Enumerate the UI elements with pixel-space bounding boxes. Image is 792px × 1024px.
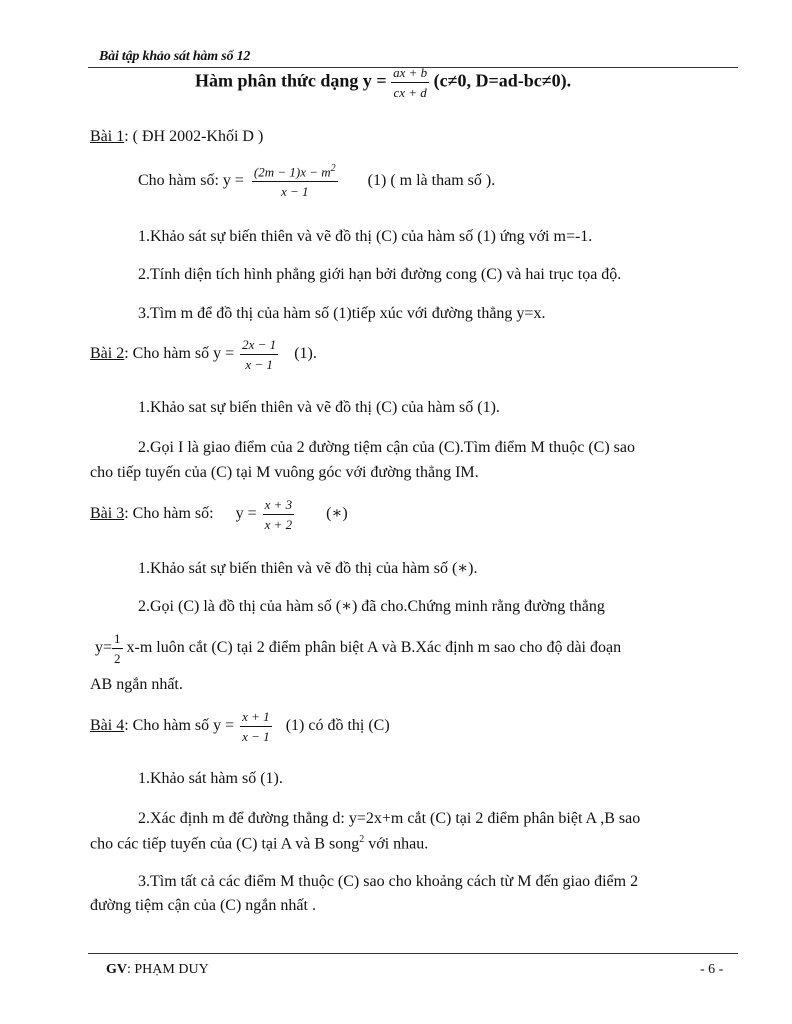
ex1-label: Bài 1	[90, 128, 125, 145]
ex3-q2-frac-den: 2	[114, 651, 121, 666]
ex4-question-2b	[90, 834, 428, 853]
ex1-func-suffix: (1) ( m là tham số ).	[367, 171, 496, 189]
ex2-suffix: (1).	[294, 345, 317, 363]
ex4-label: Bài 4	[90, 717, 125, 735]
ex1-fraction	[252, 164, 338, 198]
ex3-question-2c: AB ngắn nhất.	[90, 676, 183, 693]
ex4-question-3b: đường tiệm cận của (C) ngắn nhất .	[90, 897, 316, 914]
title-frac-num: ax + b	[391, 66, 429, 83]
ex4-suffix: (1) có đồ thị (C)	[285, 717, 390, 735]
ex4-frac-den: x − 1	[242, 729, 270, 744]
ex1-question-1: 1.Khảo sát sự biến thiên và vẽ đồ thị (C) của hàm số (1) ứng với m=-1.	[138, 228, 593, 245]
ex2-prefix: : Cho hàm số y =	[124, 345, 235, 363]
ex4-frac-num: x + 1	[240, 710, 272, 727]
ex1-func-prefix: Cho hàm số: y =	[138, 171, 244, 189]
ex1-frac-den: x − 1	[281, 184, 309, 200]
ex1-function	[138, 164, 495, 198]
ex3-label: Bài 3	[90, 505, 125, 523]
footer-gv-label: GV	[106, 962, 127, 977]
ex1-heading	[90, 128, 263, 146]
page-title	[195, 66, 571, 99]
ex2-question-2b: cho tiếp tuyến của (C) tại M vuông góc với đường thẳng IM.	[90, 464, 479, 481]
ex1-question-2: 2.Tính diện tích hình phẳng giới hạn bởi đường cong (C) và hai trục tọa độ.	[138, 266, 622, 283]
ex3-q2-fraction	[112, 632, 123, 665]
page-header-title: Bài tập khảo sát hàm số 12	[99, 49, 251, 64]
ex3-heading	[90, 498, 348, 531]
ex3-frac-den: x + 2	[264, 517, 293, 532]
ex4-question-1: 1.Khảo sát hàm số (1).	[138, 770, 283, 787]
ex4-heading	[90, 710, 390, 743]
ex4-question-3a: 3.Tìm tất cả các điểm M thuộc (C) sao cho khoảng cách từ M đến giao điểm 2	[138, 873, 639, 890]
ex4-q2-text: cho các tiếp tuyến của (C) tại A và B song	[90, 835, 360, 853]
ex4-question-2a: 2.Xác định m để đường thẳng d: y=2x+m cắt (C) tại 2 điểm phân biệt A ,B sao	[138, 810, 641, 827]
ex2-frac-den: x − 1	[245, 357, 273, 372]
ex3-y-eq: y =	[235, 505, 257, 523]
ex4-q2-sup: 2	[359, 834, 365, 845]
footer-page-number: - 6 -	[700, 962, 724, 977]
ex2-question-1: 1.Khảo sat sự biến thiên và vẽ đồ thị (C) của hàm số (1).	[138, 399, 500, 416]
ex3-prefix: : Cho hàm số:	[124, 505, 214, 523]
ex3-question-2a: 2.Gọi (C) là đồ thị của hàm số (∗) đã cho.Chứng minh rằng đường thẳng	[138, 598, 605, 615]
ex3-suffix: (∗)	[326, 505, 348, 523]
ex1-question-3: 3.Tìm m để đồ thị của hàm số (1)tiếp xúc với đường thẳng y=x.	[138, 305, 546, 322]
ex2-frac-num: 2x − 1	[240, 338, 278, 355]
title-fraction	[391, 66, 429, 99]
ex2-label: Bài 2	[90, 345, 125, 363]
ex4-prefix: : Cho hàm số y =	[124, 717, 235, 735]
ex3-question-1: 1.Khảo sát sự biến thiên và vẽ đồ thị của hàm số (∗).	[138, 560, 478, 577]
ex2-question-2a: 2.Gọi I là giao điểm của 2 đường tiệm cận của (C).Tìm điểm M thuộc (C) sao	[138, 439, 636, 456]
title-prefix: Hàm phân thức dạng y =	[195, 70, 387, 91]
title-frac-den: cx + d	[393, 85, 427, 100]
ex2-heading	[90, 338, 317, 371]
ex4-q2-end: với nhau.	[368, 835, 429, 853]
title-suffix: (c≠0, D=ad-bc≠0).	[433, 70, 572, 91]
ex2-fraction	[240, 338, 278, 371]
ex1-frac-num: $(2m - 1)x - m^2$	[252, 164, 338, 182]
footer-gv-name: : PHẠM DUY	[127, 962, 209, 977]
ex3-fraction	[263, 498, 295, 531]
ex3-q2-text: x-m luôn cắt (C) tại 2 điểm phân biệt A và B.Xác định m sao cho độ dài đoạn	[126, 639, 622, 657]
ex4-fraction	[240, 710, 272, 743]
ex3-q2-y: y=	[95, 639, 113, 657]
ex3-q2-frac-num: 1	[112, 632, 123, 649]
ex3-frac-num: x + 3	[263, 498, 295, 515]
footer-author	[106, 962, 209, 978]
ex3-question-2b	[95, 632, 621, 665]
footer-rule	[88, 953, 738, 954]
ex1-heading-text: : ( ĐH 2002-Khối D )	[124, 128, 264, 145]
